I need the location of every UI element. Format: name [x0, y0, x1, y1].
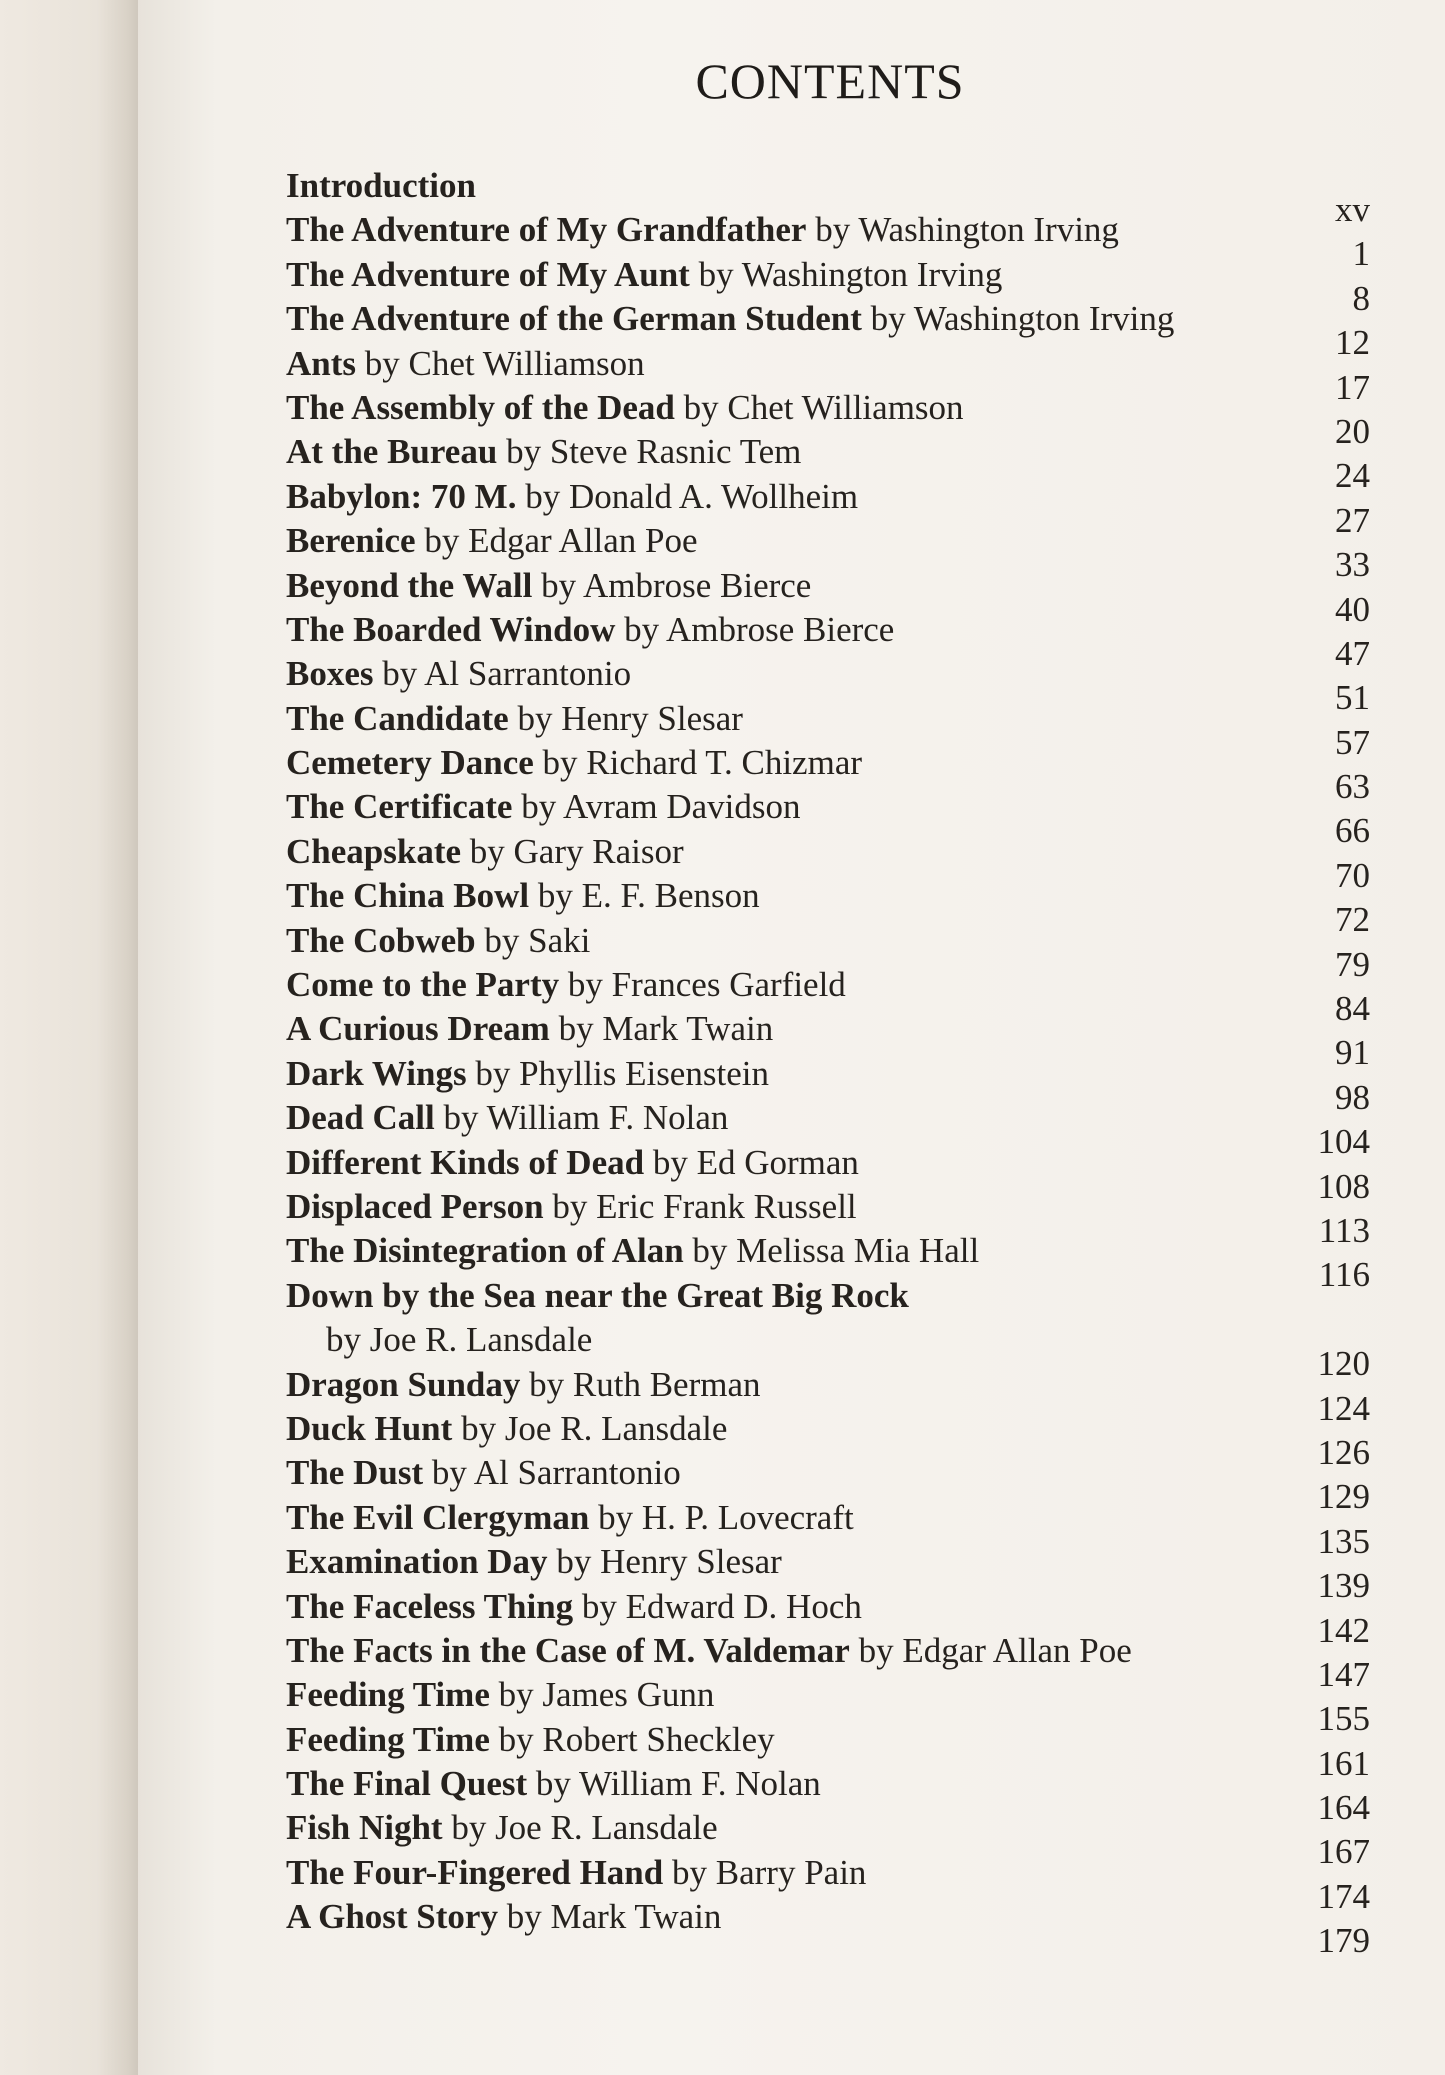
toc-entry — [286, 475, 1386, 540]
toc-entry — [286, 386, 1386, 451]
story-title: The China Bowl — [286, 876, 530, 916]
page-number: 8 — [1352, 278, 1370, 318]
page-number: 91 — [1335, 1033, 1370, 1073]
story-title: Babylon: 70 M. — [286, 476, 517, 516]
story-title: The Facts in the Case of M. Valdemar — [286, 1630, 850, 1670]
by-word: by — [535, 1764, 571, 1804]
by-word: by — [498, 1675, 534, 1715]
toc-entry — [286, 1407, 1386, 1472]
page-number: 1 — [1352, 234, 1370, 274]
page-number: 72 — [1335, 900, 1370, 940]
toc-entry — [286, 1052, 1386, 1117]
story-author: William F. Nolan — [579, 1764, 821, 1804]
story-title: The Candidate — [286, 698, 509, 738]
by-word: by — [556, 1542, 592, 1582]
story-title: The Certificate — [286, 787, 513, 827]
story-author: Mark Twain — [550, 1897, 722, 1937]
story-author: Chet Williamson — [727, 387, 964, 427]
by-word: by — [624, 609, 660, 649]
page-number: 51 — [1335, 678, 1370, 718]
toc-entry — [286, 608, 1386, 673]
story-title: The Evil Clergyman — [286, 1497, 590, 1537]
toc-entry — [286, 1718, 1386, 1783]
page-number: 135 — [1317, 1521, 1370, 1561]
story-author: Melissa Mia Hall — [736, 1231, 980, 1271]
by-word: by — [521, 787, 557, 827]
story-author: Joe R. Lansdale — [504, 1408, 728, 1448]
story-title: Down by the Sea near the Great Big Rock — [286, 1275, 909, 1315]
by-word: by — [382, 654, 418, 694]
story-author: Edward D. Hoch — [625, 1586, 862, 1626]
story-title: A Ghost Story — [286, 1897, 498, 1937]
story-author: Edgar Allan Poe — [902, 1630, 1132, 1670]
page-number: 70 — [1335, 855, 1370, 895]
story-title: The Four-Fingered Hand — [286, 1852, 664, 1892]
story-author: Frances Garfield — [611, 965, 846, 1005]
binding-gutter — [0, 0, 138, 2075]
story-author: H. P. Lovecraft — [641, 1497, 854, 1537]
by-word: by — [517, 698, 553, 738]
by-word: by — [431, 1453, 467, 1493]
by-word: by — [542, 743, 578, 783]
story-author: Washington Irving — [913, 299, 1175, 339]
story-author: Ed Gorman — [696, 1142, 859, 1182]
page-number: 161 — [1317, 1743, 1370, 1783]
by-word: by — [815, 210, 851, 250]
by-word: by — [672, 1852, 707, 1892]
story-title: Duck Hunt — [286, 1408, 453, 1448]
story-title: The Boarded Window — [286, 609, 616, 649]
page-number: 174 — [1317, 1876, 1370, 1916]
page-number: 84 — [1335, 989, 1370, 1029]
by-word: by — [506, 1897, 542, 1937]
page-number: 98 — [1335, 1077, 1370, 1117]
story-author: Barry Pain — [715, 1852, 867, 1892]
story-author: Saki — [528, 920, 591, 960]
story-author: James Gunn — [542, 1675, 715, 1715]
story-author: E. F. Benson — [581, 876, 760, 916]
story-author: Al Sarrantonio — [424, 654, 632, 694]
toc-entry — [286, 1496, 1386, 1561]
page-number: 79 — [1335, 944, 1370, 984]
page-number: 139 — [1317, 1566, 1370, 1606]
by-word: by — [567, 965, 603, 1005]
page-number: 116 — [1318, 1255, 1370, 1295]
by-word: by — [469, 831, 505, 871]
page-number: 63 — [1335, 767, 1370, 807]
toc-entry — [286, 1851, 1386, 1916]
by-word: by — [525, 476, 561, 516]
story-title: Come to the Party — [286, 965, 560, 1005]
page-number: 147 — [1317, 1654, 1370, 1694]
story-author: Avram Davidson — [563, 787, 801, 827]
story-author: Joe R. Lansdale — [369, 1320, 593, 1360]
page-number: 24 — [1335, 456, 1370, 496]
story-title: The Adventure of My Aunt — [286, 254, 690, 294]
page-number: 12 — [1335, 323, 1370, 363]
by-word: by — [498, 1719, 534, 1759]
story-author: Chet Williamson — [408, 343, 645, 383]
story-title: The Final Quest — [286, 1764, 528, 1804]
story-title: Feeding Time — [286, 1675, 490, 1715]
page-number: 155 — [1317, 1699, 1370, 1739]
page-number: 20 — [1335, 411, 1370, 451]
page-number: 164 — [1317, 1788, 1370, 1828]
story-author: Ambrose Bierce — [665, 609, 895, 649]
story-title: Different Kinds of Dead — [286, 1142, 645, 1182]
toc-entry — [286, 1895, 1386, 1961]
by-word: by — [443, 1098, 479, 1138]
story-author: Joe R. Lansdale — [495, 1808, 718, 1848]
story-title: The Adventure of the German Student — [286, 299, 862, 339]
story-title: The Dust — [286, 1453, 424, 1493]
story-author: Edgar Allan Poe — [468, 521, 698, 561]
by-word: by — [552, 1186, 588, 1226]
story-title: Cheapskate — [286, 831, 462, 871]
story-author: Eric Frank Russell — [596, 1186, 857, 1226]
story-author: Washington Irving — [858, 210, 1119, 250]
toc-entry — [286, 1274, 1386, 1318]
story-author: Steve Rasnic Tem — [549, 432, 802, 472]
story-title: Fish Night — [286, 1808, 443, 1848]
by-word: by — [541, 565, 577, 605]
page-number: 129 — [1317, 1477, 1370, 1517]
story-title: Dark Wings — [286, 1053, 467, 1093]
story-author: Donald A. Wollheim — [568, 476, 859, 516]
story-author: Henry Slesar — [600, 1542, 782, 1582]
story-author: Ruth Berman — [572, 1364, 761, 1404]
page-number: 47 — [1335, 633, 1370, 673]
page-number: 142 — [1317, 1610, 1370, 1650]
by-word: by — [364, 343, 400, 383]
page-number: xv — [1335, 190, 1370, 229]
story-author: Mark Twain — [602, 1009, 774, 1049]
story-author: Al Sarrantonio — [473, 1453, 681, 1493]
page-number: 108 — [1317, 1166, 1370, 1206]
by-word: by — [484, 920, 520, 960]
toc-entry — [286, 253, 1386, 318]
page-number: 126 — [1317, 1432, 1370, 1472]
story-title: The Adventure of My Grandfather — [286, 210, 807, 250]
by-word: by — [475, 1053, 511, 1093]
by-word: by — [858, 1630, 894, 1670]
page-number: 124 — [1317, 1388, 1370, 1428]
story-author: Henry Slesar — [561, 698, 743, 738]
page-number: 113 — [1318, 1210, 1370, 1250]
table-of-contents — [286, 164, 1386, 1961]
by-word: by — [506, 432, 542, 472]
story-author: Gary Raisor — [513, 831, 684, 871]
story-title: Introduction — [286, 166, 476, 205]
page-title: CONTENTS — [695, 53, 965, 109]
story-title: The Cobweb — [286, 920, 476, 960]
toc-entry — [286, 919, 1386, 984]
story-title: Examination Day — [286, 1542, 548, 1582]
page-number: 104 — [1317, 1122, 1370, 1162]
page-number: 120 — [1317, 1344, 1370, 1384]
story-title: Dragon Sunday — [286, 1364, 521, 1404]
story-author: Robert Sheckley — [542, 1719, 775, 1759]
by-word: by — [870, 299, 906, 339]
story-title: The Disintegration of Alan — [286, 1231, 684, 1271]
page-number: 40 — [1335, 589, 1370, 629]
page-number: 57 — [1335, 722, 1370, 762]
toc-entry — [286, 697, 1386, 762]
story-title: Dead Call — [286, 1098, 435, 1138]
page-number: 167 — [1317, 1832, 1370, 1872]
by-word: by — [581, 1586, 617, 1626]
story-title: Cemetery Dance — [286, 743, 534, 783]
story-title: The Assembly of the Dead — [286, 387, 675, 427]
story-title: At the Bureau — [286, 432, 498, 472]
by-word: by — [683, 387, 719, 427]
by-word: by — [461, 1408, 497, 1448]
by-word: by — [598, 1497, 634, 1537]
story-title: Beyond the Wall — [286, 565, 533, 605]
story-author: Washington Irving — [741, 254, 1003, 294]
by-word: by — [424, 521, 460, 561]
story-author: Richard T. Chizmar — [586, 743, 863, 783]
story-author: Ambrose Bierce — [582, 565, 812, 605]
by-word: by — [529, 1364, 565, 1404]
by-word: by — [537, 876, 573, 916]
story-title: Ants — [286, 343, 357, 383]
story-title: Berenice — [286, 521, 416, 561]
toc-entry — [286, 164, 1386, 229]
story-author: Phyllis Eisenstein — [519, 1053, 769, 1093]
by-word: by — [326, 1320, 361, 1360]
toc-entry — [286, 1185, 1386, 1250]
story-author: William F. Nolan — [486, 1098, 729, 1138]
toc-entry — [286, 1629, 1386, 1694]
story-title: The Faceless Thing — [286, 1586, 574, 1626]
story-title: Displaced Person — [286, 1186, 544, 1226]
story-title: Feeding Time — [286, 1719, 490, 1759]
by-word: by — [558, 1009, 594, 1049]
page-number: 179 — [1317, 1921, 1370, 1961]
by-word: by — [692, 1231, 728, 1271]
page-number: 27 — [1335, 500, 1370, 540]
page-number: 17 — [1335, 367, 1370, 407]
story-title: A Curious Dream — [286, 1009, 550, 1049]
by-word: by — [451, 1808, 487, 1848]
page-number: 66 — [1335, 811, 1370, 851]
toc-entry — [286, 830, 1386, 895]
by-word: by — [698, 254, 734, 294]
page-number: 33 — [1335, 545, 1370, 585]
by-word: by — [652, 1142, 688, 1182]
story-title: Boxes — [286, 654, 374, 694]
